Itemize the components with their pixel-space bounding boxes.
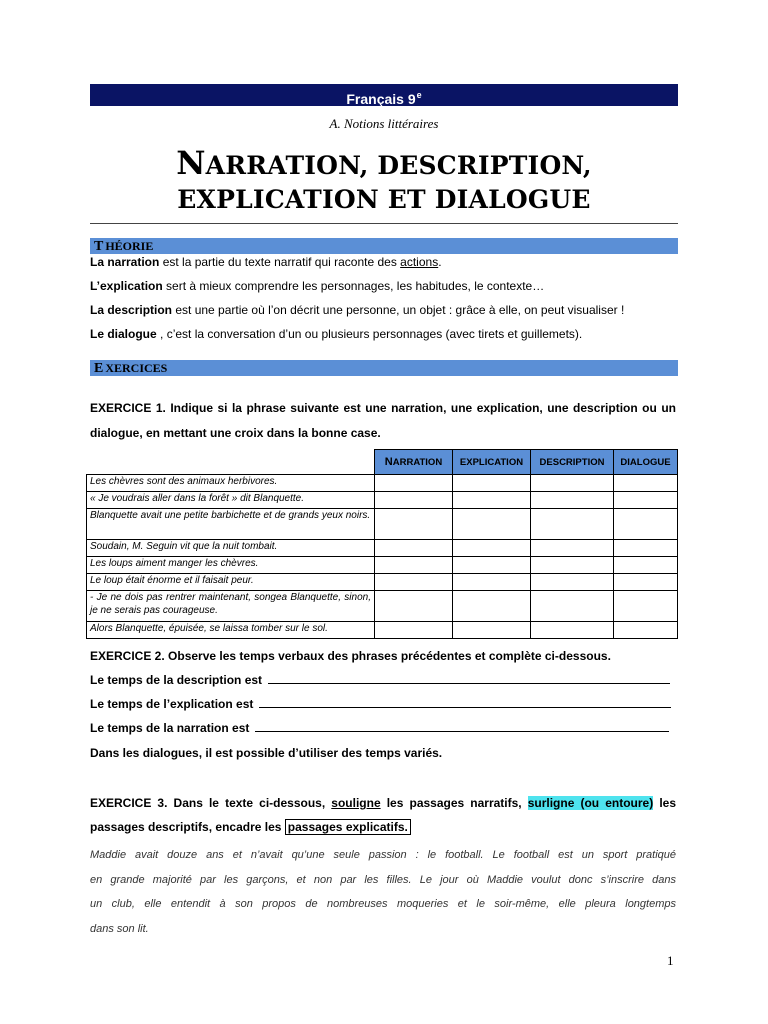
- exercise2-prompt-explication: [90, 697, 678, 711]
- answer-blank[interactable]: [255, 731, 669, 732]
- theory-text: est une partie où l’on décrit une personne, un objet : grâce à elle, on peut visualiser !: [172, 303, 625, 317]
- answer-cell[interactable]: [614, 475, 678, 492]
- answer-cell[interactable]: [614, 492, 678, 509]
- theory-term: L’explication: [90, 279, 163, 293]
- table-row: [87, 557, 678, 574]
- column-header-explication: EXPLICATION: [453, 450, 531, 475]
- answer-cell[interactable]: [614, 622, 678, 639]
- answer-cell[interactable]: [453, 492, 531, 509]
- exercise1-instruction-line2: [90, 426, 678, 440]
- answer-cell[interactable]: [375, 492, 453, 509]
- sentence-cell: Le loup était énorme et il faisait peur.: [87, 574, 375, 591]
- passage-line: Maddie avait douze ans et n’avait qu’une seule passion : le football. Le football est un sport pratiqué: [90, 849, 676, 861]
- answer-cell[interactable]: [614, 540, 678, 557]
- exercise3-instruction-line1: [90, 796, 676, 810]
- answer-cell[interactable]: [453, 591, 531, 622]
- answer-cell[interactable]: [453, 540, 531, 557]
- boxed-keyword: passages explicatifs.: [285, 819, 411, 835]
- exercises-band-initial: E: [94, 361, 104, 376]
- answer-cell[interactable]: [531, 509, 614, 540]
- theory-band-initial: T: [94, 239, 104, 254]
- answer-cell[interactable]: [453, 557, 531, 574]
- exercise1-label: EXERCICE 1.: [90, 401, 166, 415]
- table-row: [87, 540, 678, 557]
- exercise3-text: les passages narratifs,: [386, 796, 522, 810]
- answer-cell[interactable]: [614, 509, 678, 540]
- exercise2-prompt-description: [90, 673, 678, 687]
- theory-text: est la partie du texte narratif qui raconte des: [159, 255, 401, 269]
- exercise1-text: Indique si la phrase suivante est une narration, une explication, une description ou un: [170, 401, 676, 415]
- answer-cell[interactable]: [453, 509, 531, 540]
- answer-cell[interactable]: [375, 574, 453, 591]
- answer-blank[interactable]: [259, 707, 671, 708]
- exercise1-text: dialogue, en mettant une croix dans la bonne case.: [90, 426, 381, 440]
- passage-line: un club, elle entendit à son propos de nombreuses moqueries et le soir-même, elle pleura longtemps: [90, 898, 676, 910]
- answer-cell[interactable]: [614, 557, 678, 574]
- theory-line-description: [90, 303, 678, 317]
- underline-keyword: souligne: [331, 796, 381, 810]
- answer-cell[interactable]: [375, 622, 453, 639]
- theory-underlined-word: actions: [400, 255, 439, 269]
- page-title-line2: EXPLICATION ET DIALOGUE: [177, 185, 591, 214]
- theory-line-narration: [90, 255, 678, 269]
- table-row: [87, 574, 678, 591]
- table-row: [87, 492, 678, 509]
- grade-superscript: e: [416, 90, 422, 100]
- theory-text: , c’est la conversation d’un ou plusieurs personnages (avec tirets et guillemets).: [156, 327, 583, 341]
- highlight-keyword: surligne (ou entoure): [527, 796, 654, 810]
- passage-line: dans son lit.: [90, 922, 149, 935]
- theory-band: [90, 238, 678, 254]
- exercises-band-label: XERCICES: [105, 361, 168, 375]
- exercise1-table: [86, 449, 678, 639]
- theory-term: Le dialogue: [90, 327, 157, 341]
- exercise3-text: les: [659, 796, 676, 810]
- table-row: [87, 509, 678, 540]
- answer-cell[interactable]: [531, 540, 614, 557]
- exercise2-instruction: [90, 649, 678, 663]
- column-header-dialogue: DIALOGUE: [614, 450, 678, 475]
- column-header-description: DESCRIPTION: [531, 450, 614, 475]
- subject-header: [90, 84, 678, 106]
- exercise2-label: EXERCICE 2.: [90, 649, 165, 663]
- section-subtitle: A. Notions littéraires: [329, 116, 439, 131]
- theory-line-explication: [90, 279, 678, 293]
- sentence-cell: - Je ne dois pas rentrer maintenant, songea Blanquette, sinon, je ne serais pas courageuse.: [87, 591, 375, 622]
- answer-cell[interactable]: [614, 574, 678, 591]
- answer-cell[interactable]: [453, 475, 531, 492]
- exercise3-text: passages descriptifs, encadre les: [90, 820, 282, 834]
- table-row: [87, 475, 678, 492]
- answer-cell[interactable]: [375, 591, 453, 622]
- theory-term: La description: [90, 303, 173, 317]
- sentence-cell: Blanquette avait une petite barbichette et de grands yeux noirs.: [87, 509, 375, 540]
- prompt-label: Le temps de la description est: [90, 673, 263, 687]
- exercises-band: [90, 360, 678, 376]
- answer-cell[interactable]: [453, 574, 531, 591]
- title-divider: [90, 223, 678, 224]
- subject-label: Français 9: [346, 91, 416, 107]
- answer-cell[interactable]: [531, 475, 614, 492]
- answer-blank[interactable]: [268, 683, 670, 684]
- title-line1-rest: ARRATION, DESCRIPTION,: [205, 151, 592, 180]
- theory-text-end: .: [438, 255, 442, 269]
- exercise2-prompt-narration: [90, 721, 678, 735]
- answer-cell[interactable]: [531, 492, 614, 509]
- exercise3-label: EXERCICE 3.: [90, 796, 168, 810]
- sentence-cell: Les chèvres sont des animaux herbivores.: [87, 475, 375, 492]
- page-number: 1: [667, 953, 674, 968]
- exercise3-instruction-line2: [90, 820, 678, 834]
- exercise3-passage: [90, 843, 676, 941]
- theory-term: La narration: [90, 255, 160, 269]
- exercise1-instruction-line1: [90, 401, 676, 415]
- answer-cell[interactable]: [531, 557, 614, 574]
- sentence-cell: « Je voudrais aller dans la forêt » dit Blanquette.: [87, 492, 375, 509]
- answer-cell[interactable]: [375, 557, 453, 574]
- answer-cell[interactable]: [375, 475, 453, 492]
- exercise3-text: Dans le texte ci-dessous,: [173, 796, 326, 810]
- answer-cell[interactable]: [453, 622, 531, 639]
- exercise2-text: Observe les temps verbaux des phrases précédentes et complète ci-dessous.: [168, 649, 611, 663]
- prompt-label: Le temps de l’explication est: [90, 697, 254, 711]
- exercise2-note: [90, 746, 678, 760]
- theory-band-label: HÉORIE: [105, 239, 154, 253]
- page-title-line1: [0, 144, 768, 182]
- exercise2-note-text: Dans les dialogues, il est possible d’utiliser des temps variés.: [90, 746, 443, 760]
- answer-cell[interactable]: [531, 591, 614, 622]
- table-row: [87, 622, 678, 639]
- sentence-cell: Alors Blanquette, épuisée, se laissa tomber sur le sol.: [87, 622, 375, 639]
- theory-text: sert à mieux comprendre les personnages, les habitudes, le contexte…: [162, 279, 545, 293]
- table-row: [87, 591, 678, 622]
- title-initial: N: [176, 144, 206, 182]
- sentence-cell: Les loups aiment manger les chèvres.: [87, 557, 375, 574]
- sentence-cell: Soudain, M. Seguin vit que la nuit tombait.: [87, 540, 375, 557]
- prompt-label: Le temps de la narration est: [90, 721, 250, 735]
- answer-cell[interactable]: [375, 540, 453, 557]
- answer-cell[interactable]: [375, 509, 453, 540]
- answer-cell[interactable]: [531, 574, 614, 591]
- answer-cell[interactable]: [531, 622, 614, 639]
- answer-cell[interactable]: [614, 591, 678, 622]
- table-corner: [87, 450, 375, 475]
- theory-line-dialogue: [90, 327, 678, 341]
- column-header-narration: NARRATION: [375, 450, 453, 475]
- passage-line: en grande majorité par les garçons, et non par les filles. Le jour où Maddie voulut donc s’inscrire dans: [90, 873, 676, 886]
